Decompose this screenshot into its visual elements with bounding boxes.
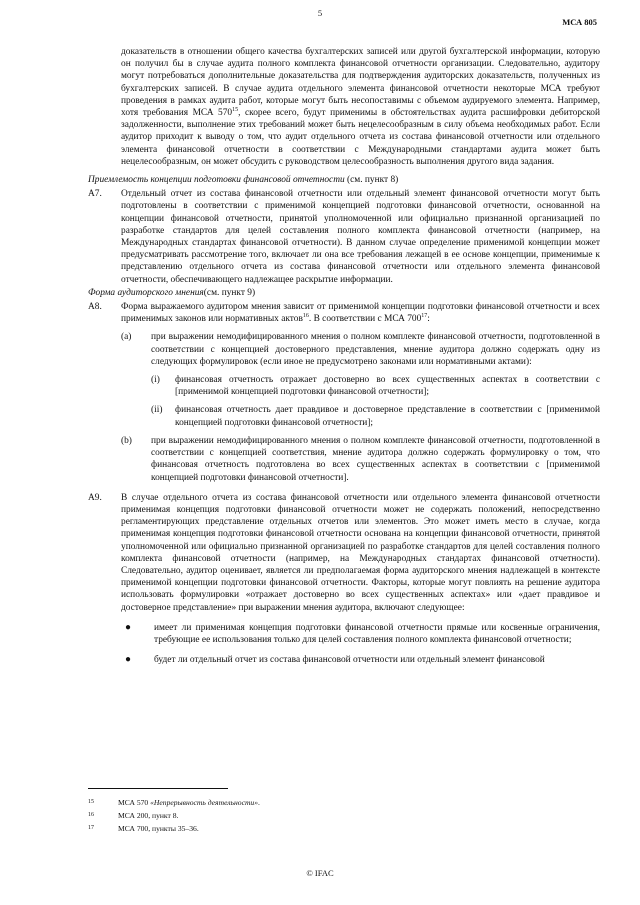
footnote-divider bbox=[88, 788, 228, 789]
paragraph-number: А8. bbox=[88, 302, 102, 313]
paragraph-number: А9. bbox=[88, 492, 102, 503]
list-item: ● имеет ли применимая концепция подготовки финансовой отчетности прямые или косвенные ограничения, требующие ее использования только для целей составления полного комплекта финансовой отчетности; bbox=[125, 621, 600, 645]
paragraph-a7 bbox=[88, 188, 600, 286]
paragraph-a8 bbox=[88, 301, 600, 484]
list-item: ● будет ли отдельный отчет из состава финансовой отчетности или отдельный элемент финансовой bbox=[125, 654, 545, 666]
footnote: 17 МСА 700, пункты 35–36. bbox=[88, 824, 199, 833]
list-item: (a) при выражении немодифицированного мнения о полном комплекте финансовой отчетности, подготовленной в соответствии с концепцией достоверного представления, мнение аудитора должно содержать одну из следующих формулировок (если иное не предусмотрено законами или нормативными актами): (i) финансовая отчетность отражает достоверно во всех существенных аспектах в соответствии с [применимой концепцией подготовки финансовой отчетности]; (ii) финансовая отчетность дает правдивое и достоверное представление в соответствии с [применимой концепцией подготовки финансовой отчетности]; bbox=[121, 332, 600, 428]
paragraph-text: Отдельный отчет из состава финансовой отчетности или отдельный элемент финансовой отчетности могут быть подготовлены в соответствии с применимой концепцией подготовки финансовой отчетности, основанной на концепции финансовой отчетности, принятой уполномоченной или официально признанной организацией по разработке стандартов для целей составления полного комплекта финансовой отчетности (например, на Международных стандартах финансовой отчетности). В данном случае определение применимой концепции может предусматривать рассмотрение того, включает ли она все требования лежащей в ее основе концепции, применимые к представлению отдельного отчета из состава финансовой отчетности или отдельного элемента финансовой отчетности, обеспечивающего надлежащее раскрытие информации. bbox=[121, 189, 600, 285]
section-heading-framework: Приемлемость концепции подготовки финансовой отчетности (см. пункт 8) bbox=[88, 175, 399, 186]
intro-paragraph: доказательств в отношении общего качества бухгалтерских записей или другой бухгалтерской информации, которую он получил бы в случае аудита полного комплекта финансовой отчетности организации. Следовательно, аудитору могут потребоваться дополнительные доказательства для подтверждения аудиторских доказательств, полученных из бухгалтерских записей. В случае аудита отдельного элемента финансовой отчетности некоторые МСА требуют проведения в рамках аудита работ, которые могут быть несопоставимы с объемом аудируемого элемента. Например, хотя требования МСА $570^{15}$, скорее всего, будут применимы в обстоятельствах аудита расшифровки дебиторской задолженности, выполнение этих требований может быть нецелесообразным в силу объема необходимых работ. Если аудитор приходит к выводу о том, что аудит отдельного отчета из состава финансовой отчетности или отдельного элемента финансовой отчетности в соответствии с Международными стандартами аудита может быть нецелесообразным, он может обсудить с руководством целесообразность выполнения другого вида задания. bbox=[121, 47, 600, 167]
bullet-icon: ● bbox=[125, 654, 132, 666]
footnote: 15 МСА 570 «Непрерывность деятельности». bbox=[88, 798, 260, 807]
paragraph-a9 bbox=[88, 492, 600, 667]
bullet-icon: ● bbox=[125, 621, 132, 633]
document-body bbox=[88, 46, 600, 666]
footnote-ref[interactable]: 17 bbox=[421, 313, 428, 320]
paragraph-text: Форма выражаемого аудитором мнения зависит от применимой концепции подготовки финансовой отчетности и всех применимых законов или нормативных актов$^{16}$. В соответствии с МСА $700^{17}$: bbox=[121, 302, 600, 325]
list-item: (ii) финансовая отчетность дает правдивое и достоверное представление в соответствии с [применимой концепцией подготовки финансовой отчетности]; bbox=[151, 405, 600, 428]
footnotes bbox=[88, 796, 568, 835]
paragraph-number: А7. bbox=[88, 189, 102, 200]
list-item: (i) финансовая отчетность отражает достоверно во всех существенных аспектах в соответствии с [применимой концепцией подготовки финансовой отчетности]; bbox=[151, 375, 600, 398]
document-code: МСА 805 bbox=[562, 17, 597, 27]
copyright-footer: © IFAC bbox=[306, 868, 334, 878]
list-item: (b) при выражении немодифицированного мнения о полном комплекте финансовой отчетности, подготовленной в соответствии с концепцией соответствия, мнение аудитора должно содержать формулировку о том, что финансовая отчетность подготовлена во всех существенных аспектах в соответствии с [применимой концепцией подготовки финансовой отчетности]. bbox=[121, 435, 600, 483]
paragraph-text: В случае отдельного отчета из состава финансовой отчетности или отдельного элемента финансовой отчетности применимая концепция подготовки финансовой отчетности может не содержать положений, непосредственно регламентирующих представление отдельных отчетов или элементов. Это может иметь место в случае, когда применимая концепция подготовки финансовой отчетности основана на концепции финансовой отчетности, принятой уполномоченной или официально признанной организацией по разработке стандартов для целей составления полного комплекта финансовой отчетности (например, на Международных стандартах финансовой отчетности). Следовательно, аудитор оценивает, является ли предполагаемая форма аудиторского мнения надлежащей в контексте применимой концепции подготовки финансовой отчетности. Факторы, которые могут повлиять на решение аудитора использовать формулировки «отражает достоверно во всех существенных аспектах» или «дает правдивое и достоверное представление» при выражении мнения аудитора, включают следующее: bbox=[121, 492, 600, 613]
footnote: 16 МСА 200, пункт 8. bbox=[88, 811, 179, 820]
footnote-ref[interactable]: 16 bbox=[302, 313, 309, 320]
page-number: 5 bbox=[317, 8, 323, 18]
section-heading-opinion-form: Форма аудиторского мнения(см. пункт 9) bbox=[88, 287, 256, 298]
footnote-ref[interactable]: 15 bbox=[232, 106, 239, 113]
